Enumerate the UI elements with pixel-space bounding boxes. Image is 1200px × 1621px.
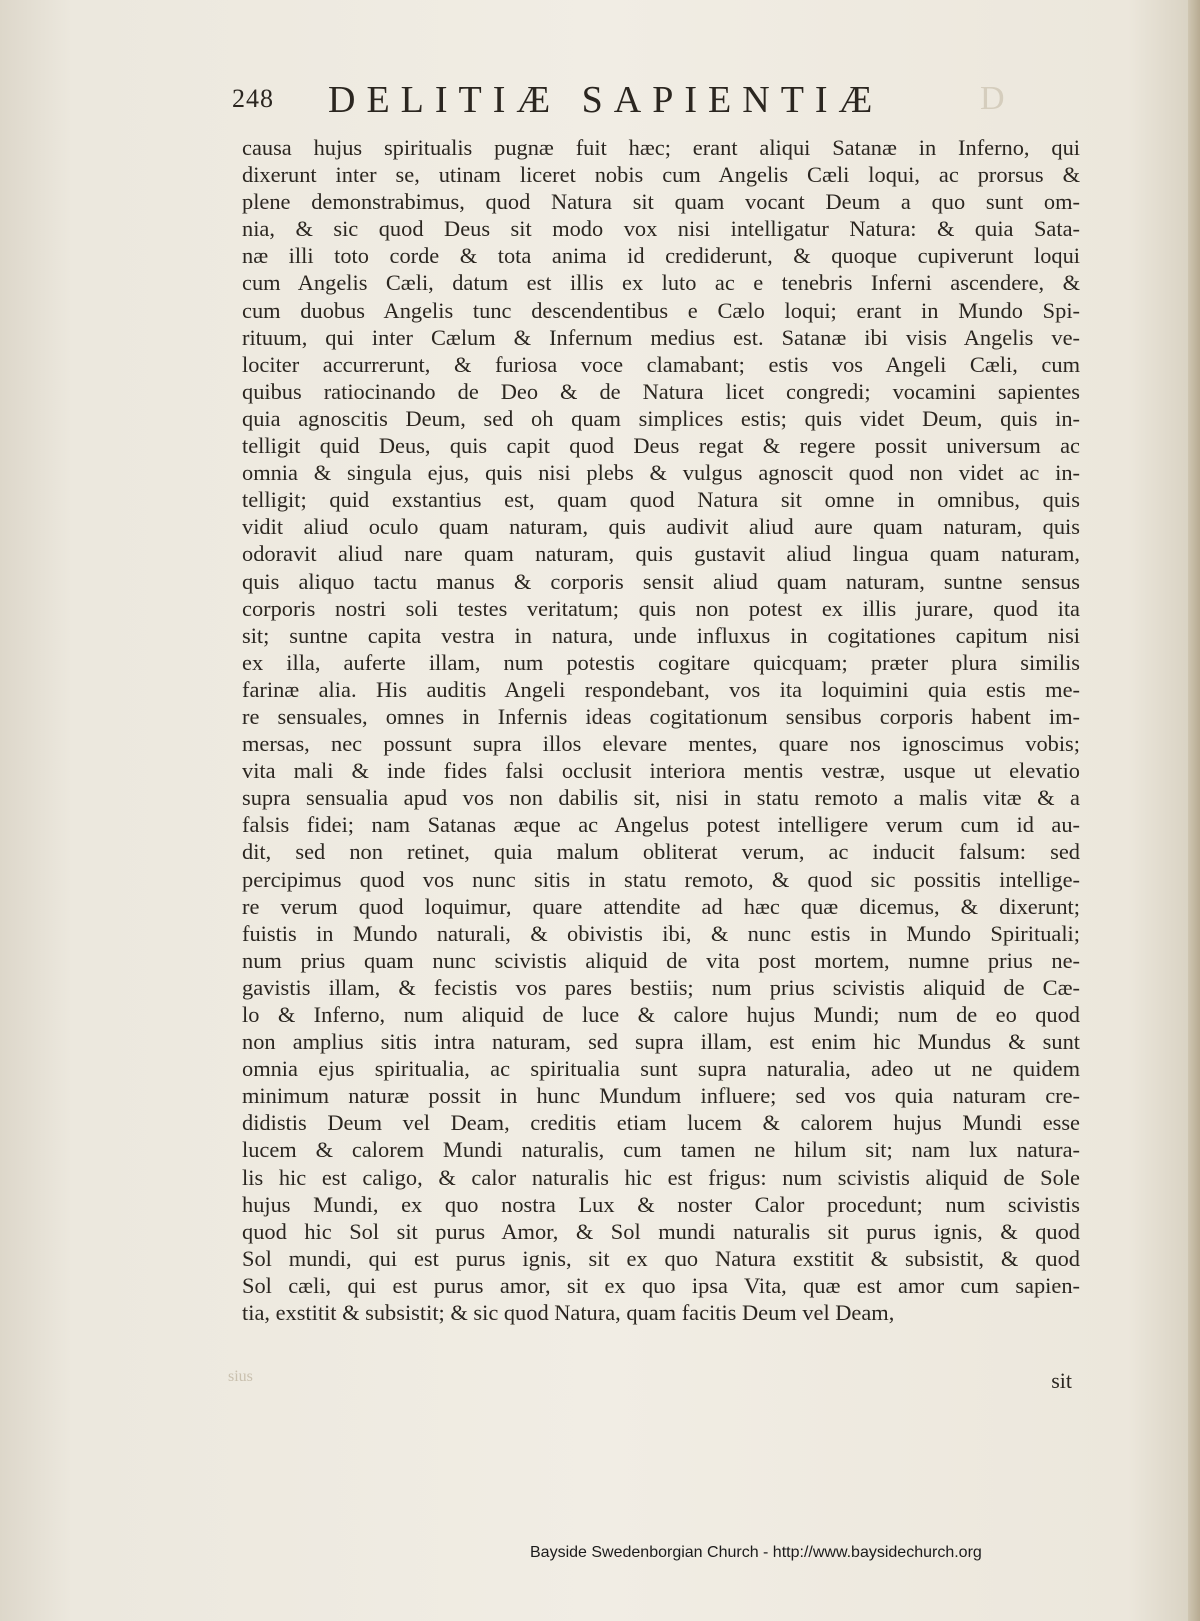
text-line: omnia ejus spiritualia, ac spiritualia sunt supra naturalia, adeo ut ne quidem	[242, 1056, 1080, 1082]
text-line: num prius quam nunc scivistis aliquid de vita post mortem, numne prius ne-	[242, 947, 1080, 973]
text-line: corporis nostri soli testes veritatum; quis non potest ex illis jurare, quod ita	[242, 595, 1080, 621]
text-line: re verum quod loquimur, quare attendite ad hæc quæ dicemus, & dixerunt;	[242, 893, 1080, 919]
text-line: cum duobus Angelis tunc descendentibus e Cælo loqui; erant in Mundo Spi-	[242, 297, 1080, 323]
text-line: telligit; quid exstantius est, quam quod Natura sit omne in omnibus, quis	[242, 487, 1080, 513]
text-line: minimum naturæ possit in hunc Mundum influere; sed vos quia naturam cre-	[242, 1083, 1080, 1109]
text-line: tia, exstitit & subsistit; & sic quod Natura, quam facitis Deum vel Deam,	[242, 1300, 895, 1326]
text-line: ex illa, auferte illam, num potestis cogitare quicquam; præter plura similis	[242, 649, 1080, 675]
text-line: quod hic Sol sit purus Amor, & Sol mundi naturalis sit purus ignis, & quod	[242, 1218, 1080, 1244]
text-line: sit; suntne capita vestra in natura, unde influxus in cogitationes capitum nisi	[242, 622, 1080, 648]
text-line: næ illi toto corde & tota anima id crediderunt, & quoque cupiverunt loqui	[242, 243, 1080, 269]
text-line: lociter accurrerunt, & furiosa voce clamabant; estis vos Angeli Cæli, cum	[242, 351, 1080, 377]
text-line: mersas, nec possunt supra illos elevare mentes, quare nos ignoscimus vobis;	[242, 731, 1080, 757]
page-number: 248	[232, 84, 274, 113]
text-line: farinæ alia. His auditis Angeli respondebant, vos ita loquimini quia estis me-	[242, 676, 1080, 702]
text-line: didistis Deum vel Deam, creditis etiam lucem & calorem hujus Mundi esse	[242, 1110, 1080, 1136]
catchword: sit	[1051, 1368, 1072, 1393]
text-line: lo & Inferno, num aliquid de luce & calore hujus Mundi; num de eo quod	[242, 1002, 1080, 1027]
text-line: vita mali & inde fides falsi occlusit interiora mentis vestræ, usque ut elevatio	[242, 758, 1080, 784]
text-line: Sol mundi, qui est purus ignis, sit ex quo Natura exstitit & subsistit, & quod	[242, 1245, 1080, 1271]
text-line: quia agnoscitis Deum, sed oh quam simplices estis; quis videt Deum, quis in-	[242, 405, 1080, 431]
text-line: quis aliquo tactu manus & corporis sensit aliud quam naturam, suntne sensus	[242, 568, 1080, 594]
text-line: rituum, qui inter Cælum & Infernum medius est. Satanæ ibi visis Angelis ve-	[242, 324, 1080, 350]
page-edge	[1188, 0, 1200, 1621]
text-line: re sensuales, omnes in Infernis ideas cogitationum sensibus corporis habent im-	[242, 703, 1080, 729]
page-header	[232, 78, 1052, 126]
text-line: dixerunt inter se, utinam liceret nobis cum Angelis Cæli loqui, ac prorsus &	[242, 162, 1080, 188]
text-line: falsis fidei; nam Satanas æque ac Angelus potest intelligere verum cum id au-	[242, 812, 1080, 838]
text-line: fuistis in Mundo naturali, & obivistis ibi, & nunc estis in Mundo Spirituali;	[242, 920, 1080, 946]
text-line: percipimus quod vos nunc sitis in statu remoto, & quod sic possitis intellige-	[242, 866, 1080, 892]
text-line: hujus Mundi, ex quo nostra Lux & noster Calor procedunt; num scivistis	[242, 1191, 1080, 1217]
text-line: nia, & sic quod Deus sit modo vox nisi intelligatur Natura: & quia Sata-	[242, 216, 1080, 242]
text-line: Sol cæli, qui est purus amor, sit ex quo ipsa Vita, quæ est amor cum sapien-	[242, 1272, 1080, 1298]
text-line: vidit aliud oculo quam naturam, quis audivit aliud aure quam naturam, quis	[242, 514, 1080, 540]
bleed-through-text: sius	[228, 1368, 253, 1385]
body-text	[242, 134, 1080, 1326]
text-line: lucem & calorem Mundi naturalis, cum tamen ne hilum sit; nam lux natura-	[242, 1137, 1080, 1163]
text-line: omnia & singula ejus, quis nisi plebs & vulgus agnoscit quod non videt ac in-	[242, 460, 1080, 486]
text-line: telligit quid Deus, quis capit quod Deus regat & regere possit universum ac	[242, 433, 1080, 459]
text-line: cum Angelis Cæli, datum est illis ex luto ac e tenebris Inferni ascendere, &	[242, 270, 1080, 296]
footer-credit[interactable]: Bayside Swedenborgian Church - http://www.baysidechurch.org	[530, 1544, 982, 1561]
text-line: gavistis illam, & fecistis vos pares bestiis; num prius scivistis aliquid de Cæ-	[242, 974, 1080, 1000]
bleed-through-mark: D	[980, 80, 1005, 117]
text-line: lis hic est caligo, & calor naturalis hic est frigus: num scivistis aliquid de Sole	[242, 1164, 1080, 1190]
text-line: causa hujus spiritualis pugnæ fuit hæc; erant aliqui Satanæ in Inferno, qui	[242, 135, 1080, 160]
text-line: dit, sed non retinet, quia malum obliterat verum, ac inducit falsum: sed	[242, 839, 1080, 865]
text-line: non amplius sitis intra naturam, sed supra illam, est enim hic Mundus & sunt	[242, 1029, 1080, 1055]
text-line: quibus ratiocinando de Deo & de Natura licet congredi; vocamini sapientes	[242, 378, 1080, 404]
text-line: plene demonstrabimus, quod Natura sit quam vocant Deum a quo sunt om-	[242, 189, 1080, 215]
text-line: odoravit aliud nare quam naturam, quis gustavit aliud lingua quam naturam,	[242, 541, 1080, 567]
running-title: DELITIÆ SAPIENTIÆ	[328, 79, 884, 121]
text-line: supra sensualia apud vos non dabilis sit, nisi in statu remoto a malis vitæ & a	[242, 785, 1080, 811]
